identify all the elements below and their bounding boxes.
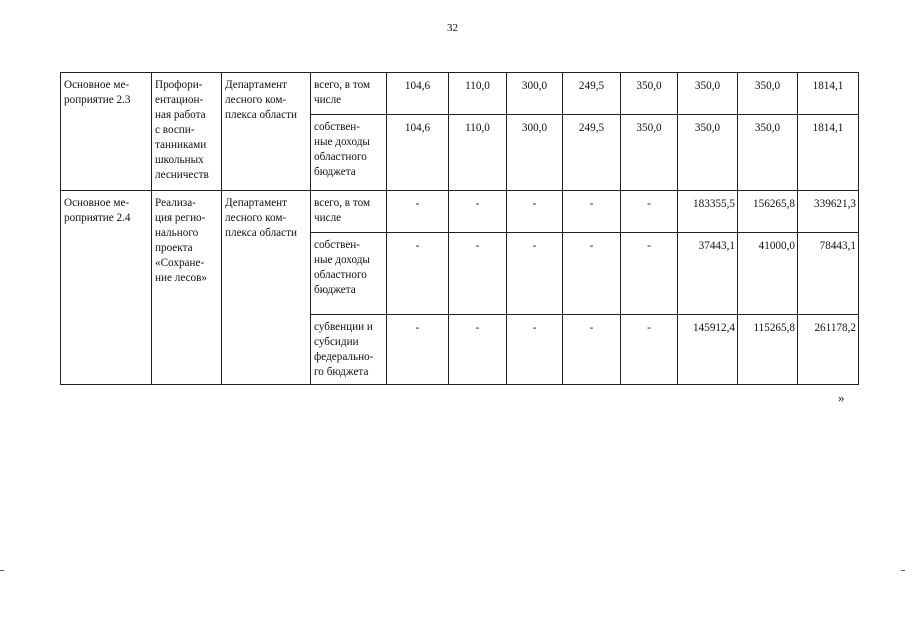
value-cell: - (449, 315, 507, 385)
value-cell: 350,0 (678, 115, 738, 191)
funding-source-label: собствен- ные доходы областного бюджета (311, 233, 387, 315)
executor-cell: Департамент лесного ком- плекса области (222, 73, 311, 191)
value-cell: 350,0 (738, 73, 798, 115)
value-cell: - (449, 191, 507, 233)
value-cell: 339621,3 (798, 191, 859, 233)
closing-quote: » (838, 390, 845, 405)
value-cell: 37443,1 (678, 233, 738, 315)
right-edge-mark (901, 570, 905, 571)
value-cell: 156265,8 (738, 191, 798, 233)
value-cell: 249,5 (563, 115, 621, 191)
value-cell: - (621, 191, 678, 233)
value-cell: 41000,0 (738, 233, 798, 315)
value-cell: - (563, 233, 621, 315)
value-cell: 350,0 (738, 115, 798, 191)
value-cell: - (507, 233, 563, 315)
value-cell: - (621, 315, 678, 385)
measure-name-cell: Реализа- ция регио- нального проекта «Сохране- ние лесов» (152, 191, 222, 385)
value-cell: 78443,1 (798, 233, 859, 315)
value-cell: 300,0 (507, 73, 563, 115)
value-cell: 350,0 (678, 73, 738, 115)
value-cell: - (507, 315, 563, 385)
measure-name-cell: Профори- ентацион- ная работа с воспи- танниками школьных лесничеств (152, 73, 222, 191)
value-cell: - (449, 233, 507, 315)
value-cell: - (563, 315, 621, 385)
value-cell: - (387, 315, 449, 385)
value-cell: - (621, 233, 678, 315)
measure-cell: Основное ме- роприятие 2.3 (61, 73, 152, 191)
value-cell: 104,6 (387, 73, 449, 115)
table-row (61, 73, 859, 115)
value-cell: - (387, 191, 449, 233)
value-cell: 300,0 (507, 115, 563, 191)
value-cell: 115265,8 (738, 315, 798, 385)
funding-source-label: всего, в том числе (311, 73, 387, 115)
budget-table (60, 72, 859, 385)
funding-source-label: субвенции и субсидии федерально- го бюджета (311, 315, 387, 385)
value-cell: 145912,4 (678, 315, 738, 385)
value-cell: 249,5 (563, 73, 621, 115)
measure-cell: Основное ме- роприятие 2.4 (61, 191, 152, 385)
value-cell: 350,0 (621, 115, 678, 191)
value-cell: - (387, 233, 449, 315)
page-number: 32 (447, 22, 458, 34)
value-cell: 350,0 (621, 73, 678, 115)
funding-source-label: всего, в том числе (311, 191, 387, 233)
table-row (61, 191, 859, 233)
funding-source-label: собствен- ные доходы областного бюджета (311, 115, 387, 191)
value-cell: 1814,1 (798, 73, 859, 115)
value-cell: 1814,1 (798, 115, 859, 191)
value-cell: - (507, 191, 563, 233)
left-edge-mark (0, 570, 4, 571)
value-cell: 261178,2 (798, 315, 859, 385)
value-cell: 104,6 (387, 115, 449, 191)
value-cell: 183355,5 (678, 191, 738, 233)
value-cell: 110,0 (449, 115, 507, 191)
executor-cell: Департамент лесного ком- плекса области (222, 191, 311, 385)
value-cell: - (563, 191, 621, 233)
value-cell: 110,0 (449, 73, 507, 115)
